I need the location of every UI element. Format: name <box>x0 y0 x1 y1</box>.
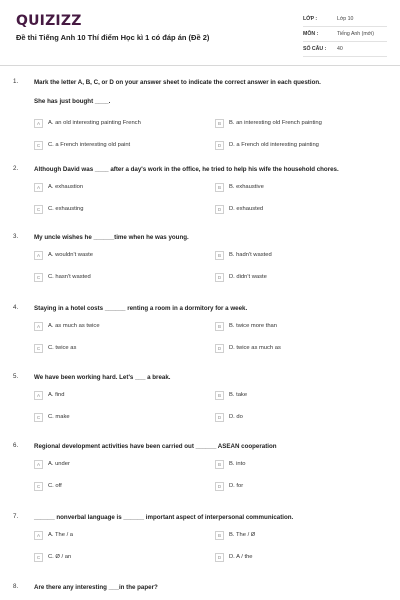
answer-option-b[interactable] <box>215 249 272 261</box>
meta-label: LỚP : <box>303 16 318 22</box>
answer-option-d[interactable] <box>215 342 281 354</box>
meta-row-class <box>303 12 387 27</box>
meta-value: Lớp 10 <box>337 16 354 22</box>
option-letter-box[interactable]: C <box>34 205 43 214</box>
answer-option-a[interactable] <box>34 458 70 470</box>
question-number: 6. <box>13 442 19 449</box>
question-text: Regional development activities have been carried out ______ ASEAN cooperation <box>34 443 277 450</box>
option-text: D. A / the <box>229 554 253 560</box>
option-letter-box[interactable]: D <box>215 553 224 562</box>
option-letter-box[interactable]: C <box>34 413 43 422</box>
answer-option-d[interactable] <box>215 551 253 563</box>
option-text: B. take <box>229 392 248 398</box>
option-text: D. exhausted <box>229 206 264 212</box>
option-letter-box[interactable]: A <box>34 322 43 331</box>
option-letter-box[interactable]: B <box>215 251 224 260</box>
option-text: C. off <box>48 483 62 489</box>
question-number: 4. <box>13 304 19 311</box>
option-letter-box[interactable]: D <box>215 344 224 353</box>
quizizz-logo: QUIZIZZ <box>16 13 82 29</box>
question-text: Although David was ____ after a day's work in the office, he tried to help his wife the household chores. <box>34 166 339 173</box>
option-text: B. into <box>229 461 246 467</box>
option-letter-box[interactable]: A <box>34 391 43 400</box>
question-number: 1. <box>13 78 19 85</box>
option-letter-box[interactable]: A <box>34 251 43 260</box>
option-text: A. wouldn't waste <box>48 252 93 258</box>
answer-option-b[interactable] <box>215 117 322 129</box>
option-text: B. The / Ø <box>229 532 256 538</box>
meta-row-question-count <box>303 42 387 57</box>
option-letter-box[interactable]: A <box>34 460 43 469</box>
option-text: A. find <box>48 392 65 398</box>
answer-option-b[interactable] <box>215 181 264 193</box>
question-number: 3. <box>13 233 19 240</box>
meta-value: Tiếng Anh (mới) <box>337 31 374 37</box>
question-text: ______ nonverbal language is ______ important aspect of interpersonal communication. <box>34 514 294 521</box>
option-letter-box[interactable]: C <box>34 344 43 353</box>
answer-option-d[interactable] <box>215 203 263 215</box>
answer-option-d[interactable] <box>215 480 243 492</box>
meta-label: MÔN : <box>303 31 319 37</box>
meta-row-subject <box>303 27 387 42</box>
metadata-panel <box>303 12 387 57</box>
option-text: D. didn't waste <box>229 274 267 280</box>
answer-option-a[interactable] <box>34 320 100 332</box>
question-stem: She has just bought ____. <box>34 98 111 105</box>
answer-option-c[interactable] <box>34 342 76 354</box>
question-number: 5. <box>13 373 19 380</box>
option-text: A. an old interesting painting French <box>48 120 141 126</box>
option-text: A. under <box>48 461 70 467</box>
option-text: C. make <box>48 414 70 420</box>
question-text: Are there any interesting ___in the paper? <box>34 584 158 591</box>
option-text: C. a French interesting old paint <box>48 142 131 148</box>
answer-option-b[interactable] <box>215 320 277 332</box>
answer-option-c[interactable] <box>34 480 62 492</box>
answer-option-a[interactable] <box>34 249 93 261</box>
question-text: We have been working hard. Let's ___ a break. <box>34 374 171 381</box>
option-letter-box[interactable]: B <box>215 183 224 192</box>
answer-option-a[interactable] <box>34 181 83 193</box>
option-text: C. exhausting <box>48 206 84 212</box>
meta-value: 40 <box>337 46 343 52</box>
option-text: A. The / a <box>48 532 74 538</box>
option-letter-box[interactable]: D <box>215 205 224 214</box>
option-letter-box[interactable]: C <box>34 141 43 150</box>
answer-option-a[interactable] <box>34 389 64 401</box>
page-header <box>0 0 400 66</box>
option-text: B. hadn't wasted <box>229 252 272 258</box>
question-number: 7. <box>13 513 19 520</box>
option-text: C. twice as <box>48 345 77 351</box>
option-text: B. twice more than <box>229 323 278 329</box>
document-title: Đề thi Tiếng Anh 10 Thí điểm Học kì 1 có đáp án (Đề 2) <box>16 33 210 42</box>
option-letter-box[interactable]: C <box>34 273 43 282</box>
option-letter-box[interactable]: B <box>215 460 224 469</box>
answer-option-a[interactable] <box>34 529 73 541</box>
question-number: 2. <box>13 165 19 172</box>
option-text: A. exhaustion <box>48 184 84 190</box>
option-text: B. an interesting old French painting <box>229 120 322 126</box>
answer-option-b[interactable] <box>215 529 255 541</box>
option-text: A. as much as twice <box>48 323 100 329</box>
option-letter-box[interactable]: B <box>215 119 224 128</box>
option-letter-box[interactable]: D <box>215 413 224 422</box>
answer-option-d[interactable] <box>215 139 319 151</box>
answer-option-d[interactable] <box>215 411 243 423</box>
answer-option-a[interactable] <box>34 117 141 129</box>
option-letter-box[interactable]: D <box>215 141 224 150</box>
option-text: B. exhaustive <box>229 184 264 190</box>
option-letter-box[interactable]: B <box>215 322 224 331</box>
option-letter-box[interactable]: B <box>215 531 224 540</box>
answer-option-c[interactable] <box>34 203 83 215</box>
option-letter-box[interactable]: B <box>215 391 224 400</box>
answer-option-b[interactable] <box>215 389 247 401</box>
option-text: C. hasn't wasted <box>48 274 91 280</box>
option-text: D. a French old interesting painting <box>229 142 319 148</box>
option-letter-box[interactable]: C <box>34 553 43 562</box>
option-letter-box[interactable]: A <box>34 531 43 540</box>
option-letter-box[interactable]: A <box>34 183 43 192</box>
option-letter-box[interactable]: C <box>34 482 43 491</box>
option-letter-box[interactable]: D <box>215 482 224 491</box>
question-text: Staying in a hotel costs ______ renting a room in a dormitory for a week. <box>34 305 248 312</box>
option-text: D. do <box>229 414 243 420</box>
answer-option-d[interactable] <box>215 271 267 283</box>
option-letter-box[interactable]: D <box>215 273 224 282</box>
answer-option-c[interactable] <box>34 411 70 423</box>
answer-option-b[interactable] <box>215 458 245 470</box>
answer-option-c[interactable] <box>34 139 130 151</box>
option-text: D. twice as much as <box>229 345 281 351</box>
option-text: C. Ø / an <box>48 554 72 560</box>
question-number: 8. <box>13 583 19 590</box>
meta-label: SỐ CÂU : <box>303 46 327 52</box>
answer-option-c[interactable] <box>34 271 91 283</box>
option-text: D. for <box>229 483 244 489</box>
question-text: Mark the letter A, B, C, or D on your answer sheet to indicate the correct answer in each question. <box>34 79 321 86</box>
option-letter-box[interactable]: A <box>34 119 43 128</box>
question-text: My uncle wishes he ______time when he was young. <box>34 234 189 241</box>
answer-option-c[interactable] <box>34 551 71 563</box>
